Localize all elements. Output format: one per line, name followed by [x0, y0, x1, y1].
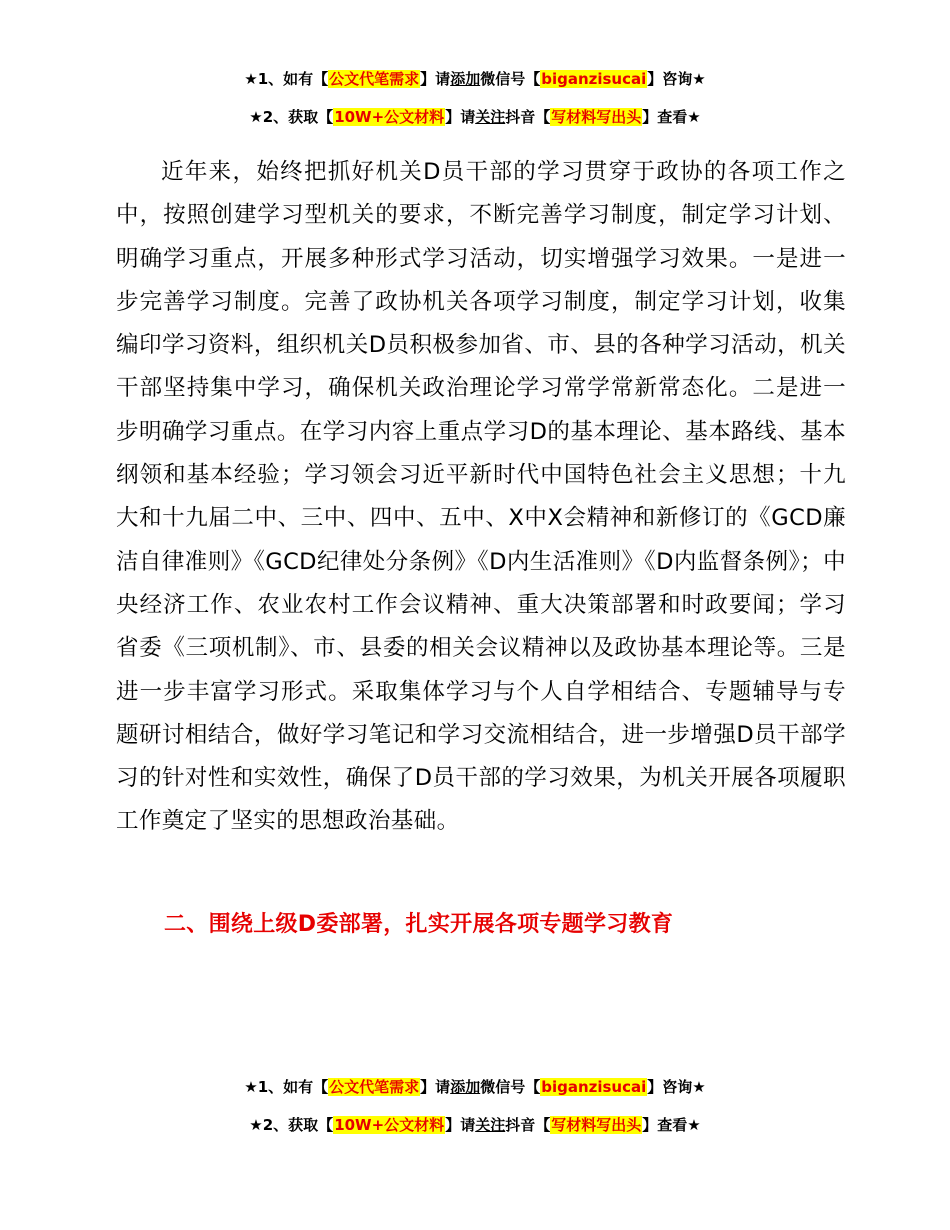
promo-text: 抖音【 — [505, 1116, 551, 1134]
promo-tail: 】查看★ — [642, 108, 701, 126]
promo-lead: ★1、如有【 — [244, 70, 329, 88]
promo-lead: ★1、如有【 — [244, 1078, 329, 1096]
promo-text: 】请 — [445, 108, 476, 126]
promo-underlined-follow: 关注 — [475, 108, 506, 126]
promo-highlight-materials: 10W+公文材料 — [334, 1116, 445, 1134]
promo-underlined-follow: 关注 — [475, 1116, 506, 1134]
header-promo-line-2 — [0, 106, 950, 128]
header-promo-line-1 — [0, 68, 950, 90]
promo-highlight-douyin: 写材料写出头 — [551, 108, 642, 126]
promo-highlight-douyin: 写材料写出头 — [551, 1116, 642, 1134]
promo-highlight-service: 公文代笔需求 — [329, 70, 420, 88]
promo-highlight-wechat-id: biganzisucai — [541, 1078, 647, 1096]
promo-text: 】请 — [420, 70, 451, 88]
promo-tail: 】查看★ — [642, 1116, 701, 1134]
promo-tail: 】咨询★ — [647, 1078, 706, 1096]
promo-highlight-materials: 10W+公文材料 — [334, 108, 445, 126]
promo-lead: ★2、获取【 — [249, 1116, 334, 1134]
promo-highlight-service: 公文代笔需求 — [329, 1078, 420, 1096]
promo-text: 微信号【 — [480, 1078, 541, 1096]
promo-tail: 】咨询★ — [647, 70, 706, 88]
promo-text: 微信号【 — [480, 70, 541, 88]
footer-promo-line-1 — [0, 1076, 950, 1098]
promo-text: 】请 — [445, 1116, 476, 1134]
promo-lead: ★2、获取【 — [249, 108, 334, 126]
body-paragraph: 近年来，始终把抓好机关D员干部的学习贯穿于政协的各项工作之中，按照创建学习型机关的要求，不断完善学习制度，制定学习计划、明确学习重点，开展多种形式学习活动，切实增强学习效果。一是进一步完善学习制度。完善了政协机关各项学习制度，制定学习计划，收集编印学习资料，组织机关D员积极参加省、市、县的各种学习活动，机关干部坚持集中学习，确保机关政治理论学习常学常新常态化。二是进一步明确学习重点。在学习内容上重点学习D的基本理论、基本路线、基本纲领和基本经验；学习领会习近平新时代中国特色社会主义思想；十九大和十九届二中、三中、四中、五中、X中X会精神和新修订的《GCD廉洁自律准则》《GCD纪律处分条例》《D内生活准则》《D内监督条例》；中央经济工作、农业农村工作会议精神、重大决策部署和时政要闻；学习省委《三项机制》、市、县委的相关会议精神以及政协基本理论等。三是进一步丰富学习形式。采取集体学习与个人自学相结合、专题辅导与专题研讨相结合，做好学习笔记和学习交流相结合，进一步增强D员干部学习的针对性和实效性，确保了D员干部的学习效果，为机关开展各项履职工作奠定了坚实的思想政治基础。 — [116, 159, 846, 835]
promo-underlined-add: 添加 — [450, 70, 481, 88]
promo-text: 抖音【 — [505, 108, 551, 126]
section-heading: 二、围绕上级D委部署，扎实开展各项专题学习教育 — [164, 912, 674, 937]
footer-promo-line-2 — [0, 1114, 950, 1136]
promo-underlined-add: 添加 — [450, 1078, 481, 1096]
promo-text: 】请 — [420, 1078, 451, 1096]
promo-highlight-wechat-id: biganzisucai — [541, 70, 647, 88]
